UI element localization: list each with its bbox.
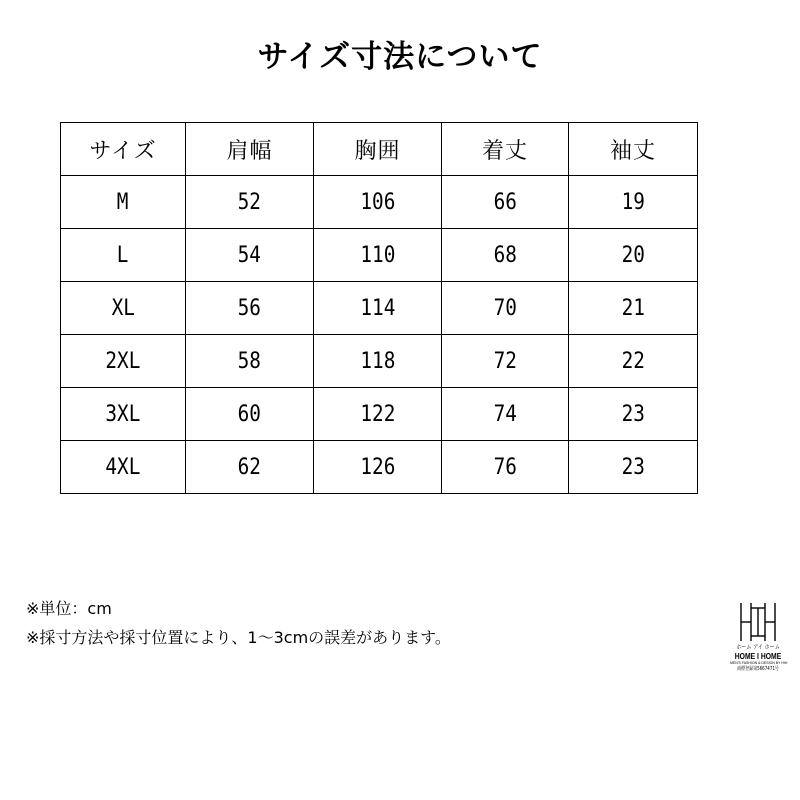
- table-row: [61, 441, 698, 494]
- hih-monogram-logo-icon: [736, 600, 780, 644]
- cell-length: 68: [442, 229, 569, 282]
- header-length: 着丈: [442, 123, 569, 176]
- cell-length: 72: [442, 335, 569, 388]
- header-chest: 胸囲: [314, 123, 442, 176]
- logo-tagline: MEN'S FASHION & DESIGN BY HIH: [730, 661, 788, 665]
- cell-length: 70: [442, 282, 569, 335]
- cell-shoulder-width: 52: [186, 176, 314, 229]
- cell-sleeve-length: 23: [569, 441, 698, 494]
- cell-size: M: [61, 176, 186, 229]
- logo-kana: ホーム アイ ホーム: [736, 644, 780, 651]
- table-row: [61, 176, 698, 229]
- cell-size: 2XL: [61, 335, 186, 388]
- cell-size: 3XL: [61, 388, 186, 441]
- logo-registration: 商標登録第5667471号: [737, 666, 779, 672]
- header-shoulder-width: 肩幅: [186, 123, 314, 176]
- header-size: サイズ: [61, 123, 186, 176]
- cell-shoulder-width: 54: [186, 229, 314, 282]
- size-table: [60, 122, 698, 494]
- measurement-error-note: ※採寸方法や採寸位置により、1～3cmの誤差があります。: [26, 628, 451, 647]
- cell-size: L: [61, 229, 186, 282]
- cell-sleeve-length: 23: [569, 388, 698, 441]
- page-title: サイズ寸法について: [257, 39, 543, 75]
- cell-shoulder-width: 56: [186, 282, 314, 335]
- cell-length: 76: [442, 441, 569, 494]
- cell-sleeve-length: 22: [569, 335, 698, 388]
- cell-chest: 114: [314, 282, 442, 335]
- cell-length: 66: [442, 176, 569, 229]
- cell-chest: 118: [314, 335, 442, 388]
- cell-size: XL: [61, 282, 186, 335]
- table-row: [61, 282, 698, 335]
- table-header-row: [61, 123, 698, 176]
- cell-chest: 122: [314, 388, 442, 441]
- table-row: [61, 229, 698, 282]
- notes: [26, 594, 451, 652]
- cell-shoulder-width: 62: [186, 441, 314, 494]
- cell-size: 4XL: [61, 441, 186, 494]
- header-sleeve-length: 袖丈: [569, 123, 698, 176]
- brand-logo: [730, 600, 786, 680]
- cell-shoulder-width: 58: [186, 335, 314, 388]
- cell-length: 74: [442, 388, 569, 441]
- table-row: [61, 388, 698, 441]
- cell-chest: 126: [314, 441, 442, 494]
- cell-chest: 106: [314, 176, 442, 229]
- unit-note: ※単位：cm: [26, 599, 112, 618]
- logo-brand: HOME I HOME: [734, 652, 782, 661]
- cell-sleeve-length: 20: [569, 229, 698, 282]
- cell-chest: 110: [314, 229, 442, 282]
- cell-sleeve-length: 21: [569, 282, 698, 335]
- cell-shoulder-width: 60: [186, 388, 314, 441]
- cell-sleeve-length: 19: [569, 176, 698, 229]
- table-row: [61, 335, 698, 388]
